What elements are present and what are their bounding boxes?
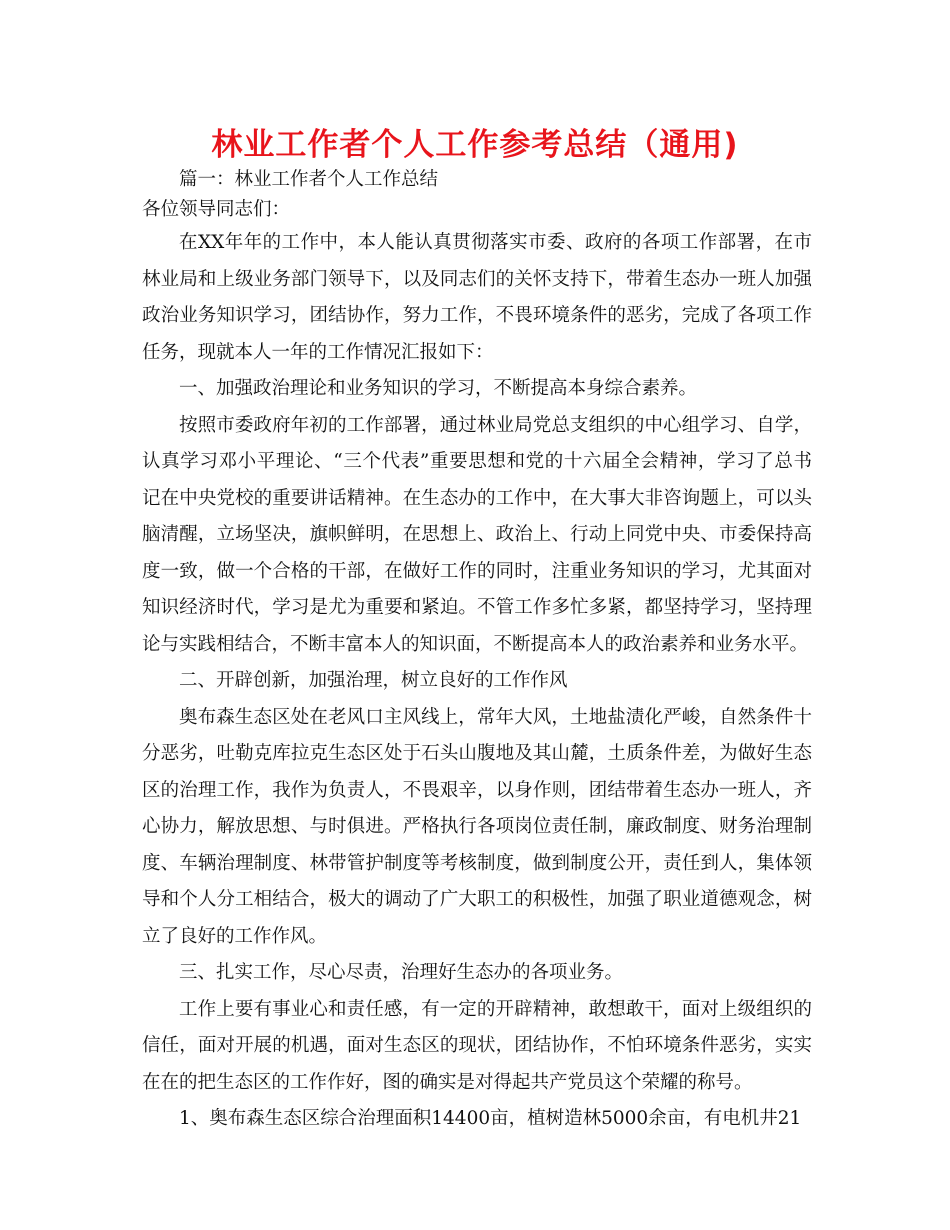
paragraph xyxy=(142,992,812,1102)
paragraph-list xyxy=(142,225,812,1138)
paragraph-line: 在在的把生态区的工作作好，图的确实是对得起共产党员这个荣耀的称号。 xyxy=(142,1071,753,1093)
paragraph xyxy=(142,1101,812,1138)
paragraph-line: 一、加强政治理论和业务知识的学习，不断提高本身综合素养。 xyxy=(179,378,698,399)
paragraph-line: 心协力，解放思想、与时俱进。严格执行各项岗位责任制，廉政制度、财务治理制 xyxy=(142,816,812,837)
paragraph-line: 脑清醒，立场坚决，旗帜鲜明，在思想上、政治上、行动上同党中央、市委保持高 xyxy=(142,524,812,545)
greeting: 各位领导同志们： xyxy=(142,199,291,220)
paragraph-line: 论与实践相结合，不断丰富本人的知识面，不断提高本人的政治素养和业务水平。 xyxy=(142,633,809,655)
paragraph-line: 政治业务知识学习，团结协作，努力工作，不畏环境条件的恶劣，完成了各项工作 xyxy=(142,305,812,326)
paragraph-line: 林业局和上级业务部门领导下，以及同志们的关怀支持下，带着生态办一班人加强 xyxy=(142,268,812,290)
paragraph-line: 导和个人分工相结合，极大的调动了广大职工的积极性，加强了职业道德观念，树 xyxy=(142,889,812,910)
paragraph-line: 二、开辟创新，加强治理，树立良好的工作作风 xyxy=(179,670,568,691)
paragraph xyxy=(142,408,812,664)
paragraph-line: 按照市委政府年初的工作部署，通过林业局党总支组织的中心组学习、自学， xyxy=(179,414,812,436)
paragraph-line: 度一致，做一个合格的干部，在做好工作的同时，注重业务知识的学习，尤其面对 xyxy=(142,560,812,582)
paragraph xyxy=(142,663,812,700)
paragraph-line: 三、扎实工作，尽心尽责，治理好生态办的各项业务。 xyxy=(179,962,624,983)
paragraph xyxy=(142,371,812,408)
paragraph-line: 记在中央党校的重要讲话精神。在生态办的工作中，在大事大非咨询题上，可以头 xyxy=(142,487,812,509)
paragraph-line: 度、车辆治理制度、林带管护制度等考核制度，做到制度公开，责任到人，集体领 xyxy=(142,852,812,874)
paragraph xyxy=(142,700,812,956)
paragraph-line: 分恶劣，吐勒克库拉克生态区处于石头山腹地及其山麓，土质条件差，为做好生态 xyxy=(142,743,812,764)
paragraph-line: 任务，现就本人一年的工作情况汇报如下： xyxy=(142,341,494,363)
document-subtitle: 篇一：林业工作者个人工作总结 xyxy=(179,169,439,190)
paragraph-line: 在XX年年的工作中，本人能认真贯彻落实市委、政府的各项工作部署，在市 xyxy=(179,232,812,253)
paragraph-line: 知识经济时代，学习是尤为重要和紧迫。不管工作多忙多紧，都坚持学习，坚持理 xyxy=(142,597,812,618)
paragraph xyxy=(142,225,812,371)
paragraph-line: 认真学习邓小平理论、“三个代表”重要思想和党的十六届全会精神，学习了总书 xyxy=(142,451,812,472)
paragraph-line: 工作上要有事业心和责任感，有一定的开辟精神，敢想敢干，面对上级组织的 xyxy=(179,998,812,1020)
paragraph-line: 信任，面对开展的机遇，面对生态区的现状，团结协作，不怕环境条件恶劣，实实 xyxy=(142,1035,812,1056)
paragraph xyxy=(142,955,812,992)
paragraph-line: 1、奥布森生态区综合治理面积14400亩，植树造林5000余亩，有电机井21 xyxy=(179,1108,802,1129)
document-title: 林业工作者个人工作参考总结（通用) xyxy=(211,127,739,163)
paragraph-line: 立了良好的工作作风。 xyxy=(142,925,328,947)
document-body xyxy=(142,165,812,1138)
paragraph-line: 奥布森生态区处在老风口主风线上，常年大风，土地盐渍化严峻，自然条件十 xyxy=(179,706,812,728)
paragraph-line: 区的治理工作，我作为负责人，不畏艰辛，以身作则，团结带着生态办一班人，齐 xyxy=(142,779,812,801)
